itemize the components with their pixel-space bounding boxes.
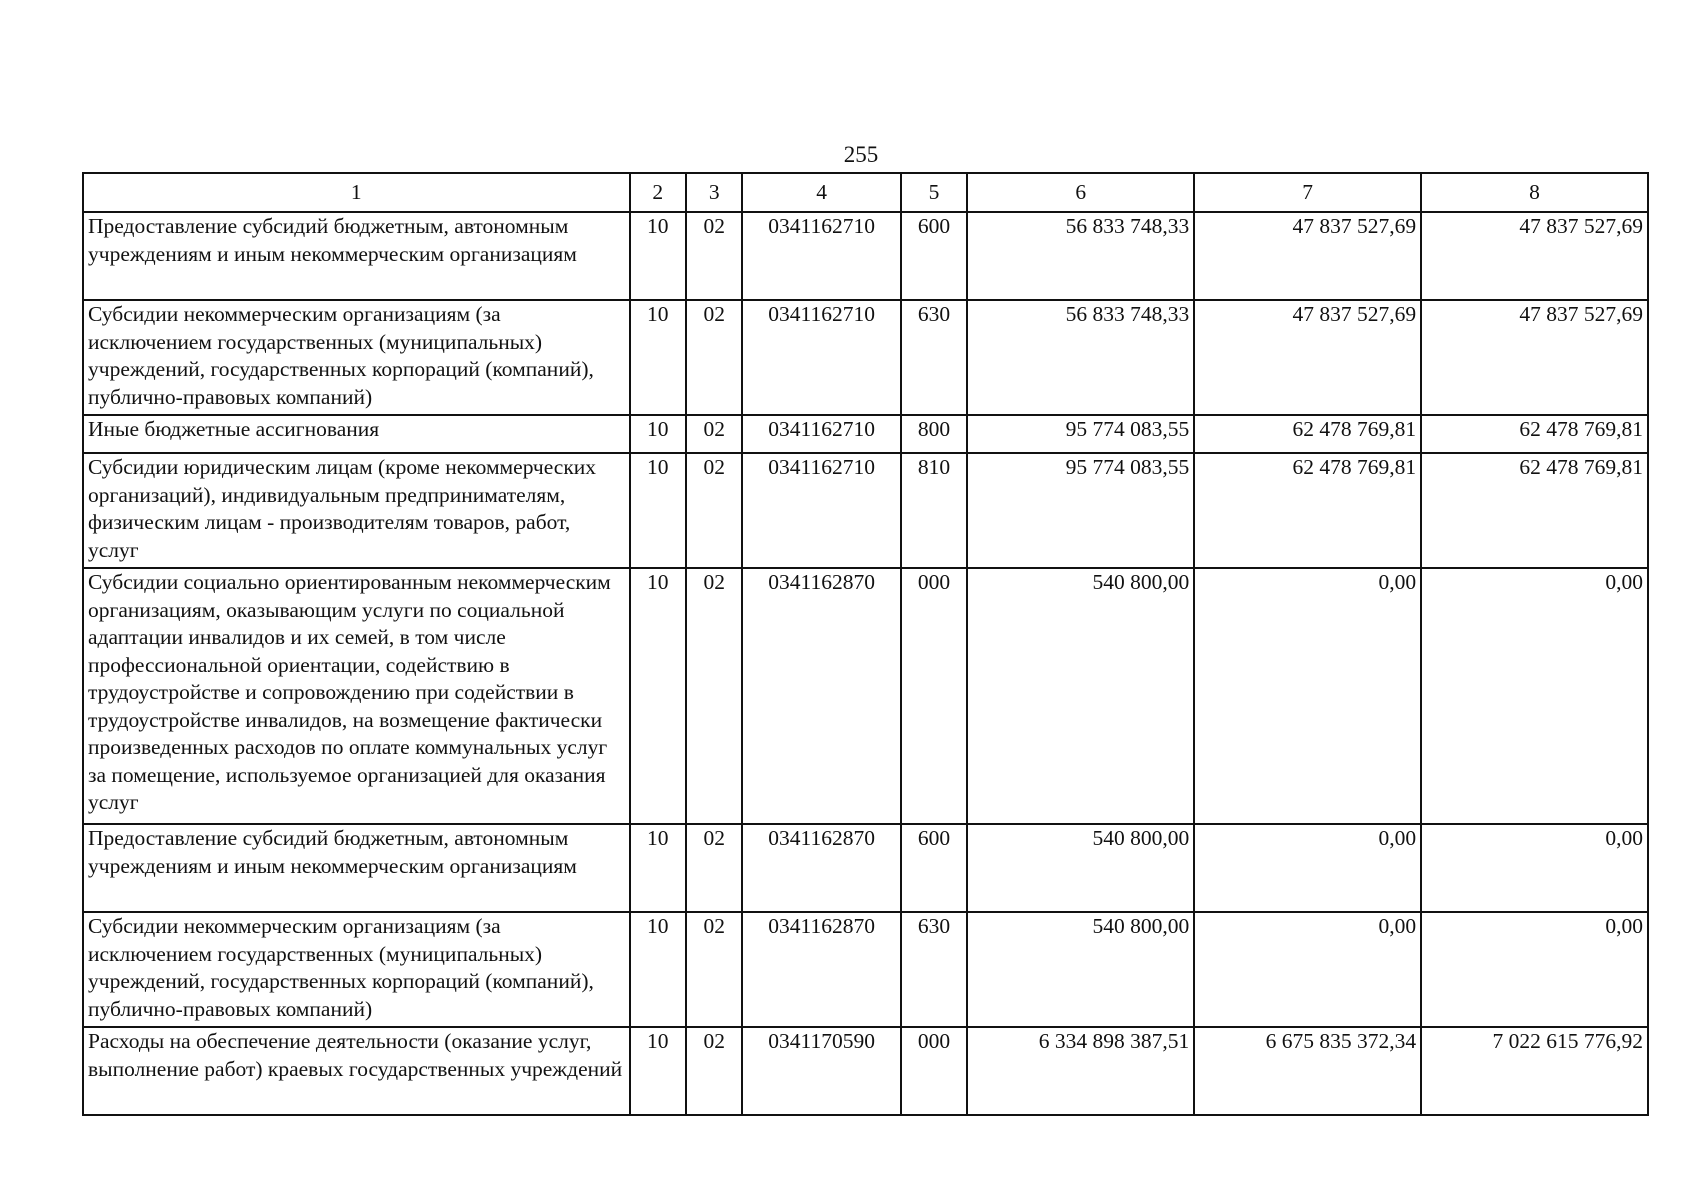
header-col-4: 4 bbox=[742, 173, 900, 212]
budget-table bbox=[82, 172, 1649, 1116]
row-expense-type: 600 bbox=[901, 824, 968, 912]
table-row bbox=[83, 1027, 1648, 1115]
header-col-5: 5 bbox=[901, 173, 968, 212]
row-target-item: 0341162710 bbox=[742, 212, 900, 300]
row-name: Предоставление субсидий бюджетным, автономным учреждениям и иным некоммерческим организациям bbox=[83, 824, 630, 912]
row-subsection: 02 bbox=[686, 212, 742, 300]
table-row bbox=[83, 912, 1648, 1027]
row-amount-6: 6 334 898 387,51 bbox=[967, 1027, 1194, 1115]
row-expense-type: 000 bbox=[901, 568, 968, 824]
row-amount-6: 95 774 083,55 bbox=[967, 453, 1194, 568]
header-col-2: 2 bbox=[630, 173, 686, 212]
row-expense-type: 630 bbox=[901, 300, 968, 415]
row-target-item: 0341162870 bbox=[742, 568, 900, 824]
row-amount-8: 47 837 527,69 bbox=[1421, 212, 1648, 300]
row-subsection: 02 bbox=[686, 568, 742, 824]
header-row bbox=[83, 173, 1648, 212]
table-row bbox=[83, 415, 1648, 453]
table-row bbox=[83, 824, 1648, 912]
row-amount-8: 47 837 527,69 bbox=[1421, 300, 1648, 415]
row-expense-type: 810 bbox=[901, 453, 968, 568]
table-row bbox=[83, 300, 1648, 415]
row-amount-7: 6 675 835 372,34 bbox=[1194, 1027, 1421, 1115]
row-target-item: 0341170590 bbox=[742, 1027, 900, 1115]
row-name: Иные бюджетные ассигнования bbox=[83, 415, 630, 453]
row-amount-8: 0,00 bbox=[1421, 568, 1648, 824]
row-amount-6: 540 800,00 bbox=[967, 912, 1194, 1027]
row-section: 10 bbox=[630, 568, 686, 824]
row-section: 10 bbox=[630, 300, 686, 415]
row-amount-8: 62 478 769,81 bbox=[1421, 415, 1648, 453]
row-expense-type: 630 bbox=[901, 912, 968, 1027]
row-target-item: 0341162710 bbox=[742, 415, 900, 453]
row-amount-7: 62 478 769,81 bbox=[1194, 453, 1421, 568]
table-row bbox=[83, 212, 1648, 300]
row-amount-8: 62 478 769,81 bbox=[1421, 453, 1648, 568]
row-expense-type: 800 bbox=[901, 415, 968, 453]
row-name: Субсидии юридическим лицам (кроме некоммерческих организаций), индивидуальным предпринимателям, физическим лицам - производителям товаров, работ, услуг bbox=[83, 453, 630, 568]
header-col-8: 8 bbox=[1421, 173, 1648, 212]
row-name: Расходы на обеспечение деятельности (оказание услуг, выполнение работ) краевых государственных учреждений bbox=[83, 1027, 630, 1115]
row-target-item: 0341162710 bbox=[742, 300, 900, 415]
row-amount-7: 62 478 769,81 bbox=[1194, 415, 1421, 453]
page-number: 255 bbox=[843, 142, 879, 167]
row-target-item: 0341162870 bbox=[742, 824, 900, 912]
row-section: 10 bbox=[630, 912, 686, 1027]
row-amount-6: 540 800,00 bbox=[967, 824, 1194, 912]
row-amount-6: 56 833 748,33 bbox=[967, 212, 1194, 300]
row-section: 10 bbox=[630, 415, 686, 453]
row-name: Субсидии социально ориентированным некоммерческим организациям, оказывающим услуги по социальной адаптации инвалидов и их семей, в том числе профессиональной ориентации, содействию в трудоустройстве и сопровождению при содействии в трудоустройстве инвалидов, на возмещение фактически произведенных расходов по оплате коммунальных услуг за помещение, используемое организацией для оказания услуг bbox=[83, 568, 630, 824]
row-section: 10 bbox=[630, 824, 686, 912]
row-amount-6: 95 774 083,55 bbox=[967, 415, 1194, 453]
row-subsection: 02 bbox=[686, 1027, 742, 1115]
row-amount-6: 56 833 748,33 bbox=[967, 300, 1194, 415]
row-amount-6: 540 800,00 bbox=[967, 568, 1194, 824]
row-target-item: 0341162710 bbox=[742, 453, 900, 568]
row-section: 10 bbox=[630, 453, 686, 568]
row-section: 10 bbox=[630, 1027, 686, 1115]
header-col-1: 1 bbox=[83, 173, 630, 212]
row-expense-type: 000 bbox=[901, 1027, 968, 1115]
header-col-3: 3 bbox=[686, 173, 742, 212]
row-amount-8: 0,00 bbox=[1421, 912, 1648, 1027]
row-subsection: 02 bbox=[686, 912, 742, 1027]
row-expense-type: 600 bbox=[901, 212, 968, 300]
table-row bbox=[83, 568, 1648, 824]
row-amount-8: 0,00 bbox=[1421, 824, 1648, 912]
row-amount-7: 0,00 bbox=[1194, 568, 1421, 824]
row-name: Субсидии некоммерческим организациям (за исключением государственных (муниципальных) учреждений, государственных корпораций (компаний), публично-правовых компаний) bbox=[83, 912, 630, 1027]
row-amount-8: 7 022 615 776,92 bbox=[1421, 1027, 1648, 1115]
row-subsection: 02 bbox=[686, 300, 742, 415]
row-target-item: 0341162870 bbox=[742, 912, 900, 1027]
table-row bbox=[83, 453, 1648, 568]
row-subsection: 02 bbox=[686, 453, 742, 568]
row-subsection: 02 bbox=[686, 415, 742, 453]
row-name: Субсидии некоммерческим организациям (за исключением государственных (муниципальных) учреждений, государственных корпораций (компаний), публично-правовых компаний) bbox=[83, 300, 630, 415]
row-name: Предоставление субсидий бюджетным, автономным учреждениям и иным некоммерческим организациям bbox=[83, 212, 630, 300]
row-amount-7: 0,00 bbox=[1194, 824, 1421, 912]
row-amount-7: 47 837 527,69 bbox=[1194, 300, 1421, 415]
row-amount-7: 0,00 bbox=[1194, 912, 1421, 1027]
header-col-6: 6 bbox=[967, 173, 1194, 212]
row-amount-7: 47 837 527,69 bbox=[1194, 212, 1421, 300]
row-section: 10 bbox=[630, 212, 686, 300]
row-subsection: 02 bbox=[686, 824, 742, 912]
header-col-7: 7 bbox=[1194, 173, 1421, 212]
